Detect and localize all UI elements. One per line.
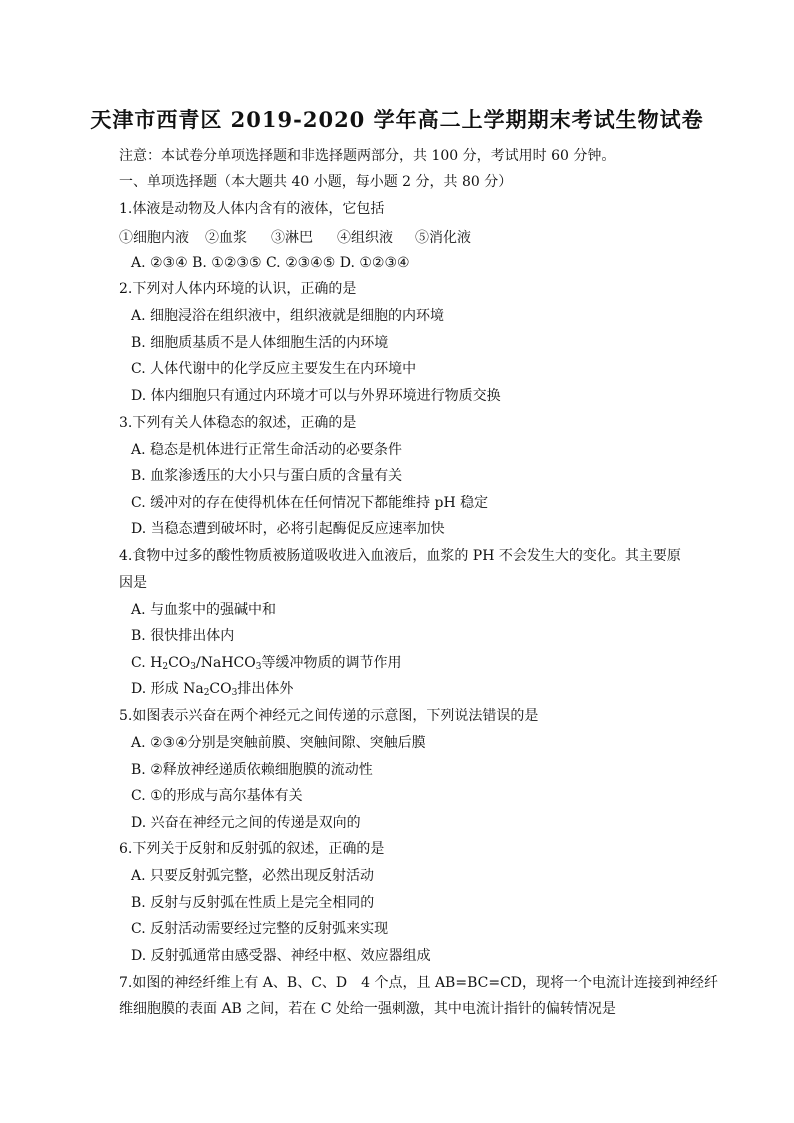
question-4-option-b: B. 很快排出体内 — [131, 628, 235, 644]
question-3-option-a: A. 稳态是机体进行正常生命活动的必要条件 — [131, 442, 403, 458]
question-2-option-b: B. 细胞质基质不是人体细胞生活的内环境 — [131, 335, 389, 351]
question-6-option-d: D. 反射弧通常由感受器、神经中枢、效应器组成 — [131, 948, 431, 964]
subscript: 2 — [203, 688, 210, 698]
question-5-option-a: A. ②③④分别是突触前膜、突触间隙、突触后膜 — [131, 735, 426, 751]
question-2-option-c: C. 人体代谢中的化学反应主要发生在内环境中 — [131, 361, 417, 377]
question-1-options: A. ②③④ B. ①②③⑤ C. ②③④⑤ D. ①②③④ — [131, 255, 410, 271]
q1-item: ⑤消化液 — [415, 230, 471, 246]
q4d-text: D. 形成 Na — [131, 681, 204, 697]
section-heading: 一、单项选择题（本大题共 40 小题，每小题 2 分，共 80 分） — [119, 174, 513, 190]
question-5-option-d: D. 兴奋在神经元之间的传递是双向的 — [131, 815, 361, 831]
question-6-option-c: C. 反射活动需要经过完整的反射弧来实现 — [131, 921, 389, 937]
question-3-option-b: B. 血浆渗透压的大小只与蛋白质的含量有关 — [131, 468, 403, 484]
question-6-stem: 6.下列关于反射和反射弧的叙述，正确的是 — [119, 841, 385, 857]
q4c-text: /NaHCO — [196, 655, 256, 671]
question-1-items — [119, 227, 471, 247]
subscript: 2 — [162, 662, 169, 672]
question-2-option-a: A. 细胞浸浴在组织液中，组织液就是细胞的内环境 — [131, 308, 445, 324]
question-7-stem: 7.如图的神经纤维上有 A、B、C、D 4 个点，且 AB=BC=CD，现将一个电流计连接到神经纤 — [119, 975, 719, 991]
question-4-option-d — [131, 680, 293, 698]
question-5-option-b: B. ②释放神经递质依赖细胞膜的流动性 — [131, 762, 373, 778]
question-4-stem-continued: 因是 — [119, 575, 147, 591]
subscript: 3 — [255, 662, 262, 672]
question-3-stem: 3.下列有关人体稳态的叙述，正确的是 — [119, 415, 357, 431]
question-7-stem-continued: 维细胞膜的表面 AB 之间，若在 C 处给一强刺激，其中电流计指针的偏转情况是 — [119, 1001, 616, 1017]
question-1-stem: 1.体液是动物及人体内含有的液体，它包括 — [119, 201, 385, 217]
q4d-text: CO — [209, 681, 232, 697]
q1-item: ②血浆 — [205, 230, 247, 246]
q4c-text: CO — [168, 655, 191, 671]
question-4-stem: 4.食物中过多的酸性物质被肠道吸收进入血液后，血浆的 PH 不会发生大的变化。其主要原 — [119, 548, 681, 564]
q4c-text: 等缓冲物质的调节作用 — [261, 655, 402, 671]
question-4-option-c — [131, 654, 401, 672]
question-2-option-d: D. 体内细胞只有通过内环境才可以与外界环境进行物质交换 — [131, 388, 501, 404]
q4d-text: 排出体外 — [237, 681, 294, 697]
question-6-option-a: A. 只要反射弧完整，必然出现反射活动 — [131, 868, 375, 884]
question-5-stem: 5.如图表示兴奋在两个神经元之间传递的示意图，下列说法错误的是 — [119, 708, 539, 724]
subscript: 3 — [190, 662, 196, 672]
question-3-option-c: C. 缓冲对的存在使得机体在任何情况下都能维持 pH 稳定 — [131, 495, 489, 511]
question-5-option-c: C. ①的形成与高尔基体有关 — [131, 788, 303, 804]
page-title: 天津市西青区 2019-2020 学年高二上学期期末考试生物试卷 — [90, 107, 704, 132]
q1-item: ③淋巴 — [271, 230, 313, 246]
q4c-text: C. H — [131, 655, 163, 671]
question-4-option-a: A. 与血浆中的强碱中和 — [131, 602, 277, 618]
question-3-option-d: D. 当稳态遭到破坏时，必将引起酶促反应速率加快 — [131, 521, 445, 537]
q1-item: ①细胞内液 — [119, 230, 189, 246]
exam-notice: 注意：本试卷分单项选择题和非选择题两部分，共 100 分，考试用时 60 分钟。 — [119, 148, 616, 164]
q1-item: ④组织液 — [337, 230, 393, 246]
question-2-stem: 2.下列对人体内环境的认识，正确的是 — [119, 281, 357, 297]
question-6-option-b: B. 反射与反射弧在性质上是完全相同的 — [131, 895, 375, 911]
subscript: 3 — [231, 688, 238, 698]
